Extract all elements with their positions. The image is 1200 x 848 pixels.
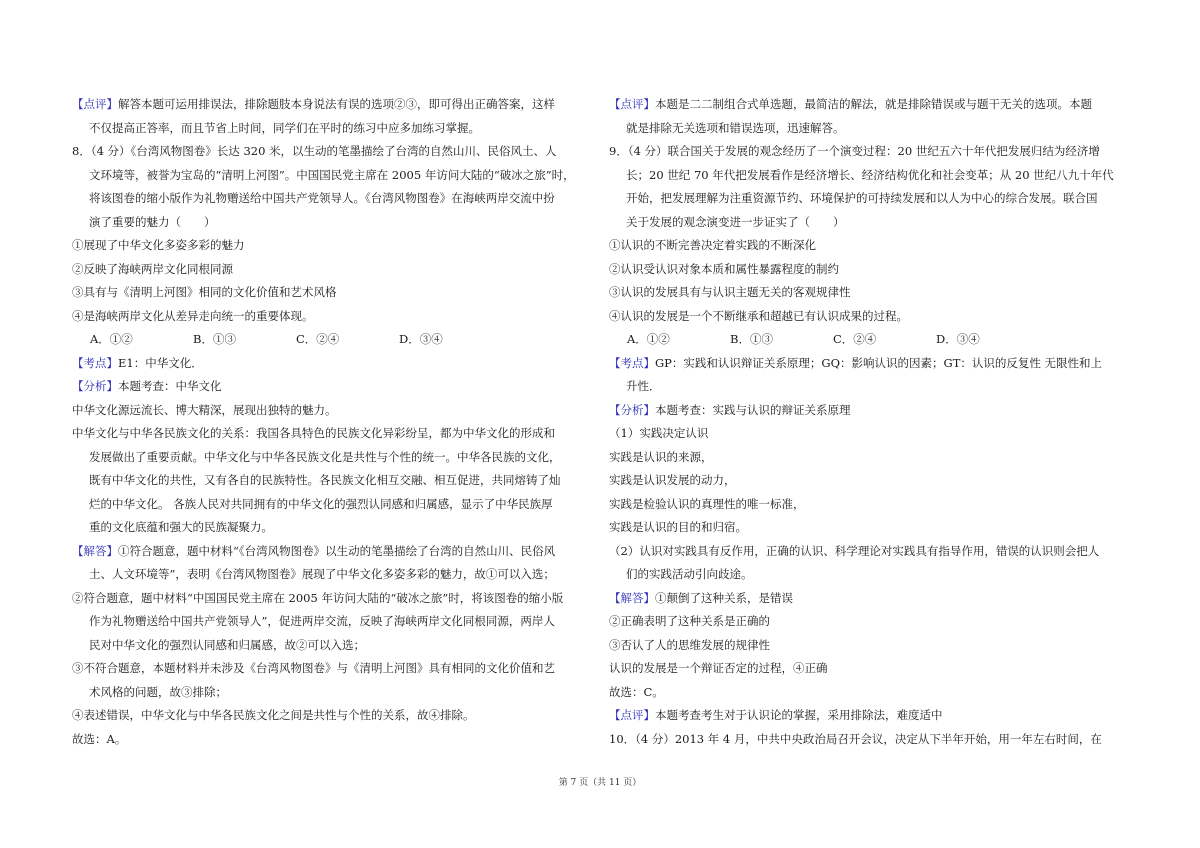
statement-2: ②认识受认识对象本质和属性暴露程度的制约 [609,261,839,276]
analysis: 【分析】本题考查：实践与认识的辩证关系原理 [609,402,851,417]
comment-tag: 【点评】 [609,97,655,111]
answer-options [609,328,1141,352]
answer-options [72,328,604,352]
option-b: B．①③ [730,332,773,346]
statement-2: ②反映了海峡两岸文化同根同源 [72,261,233,276]
solution: 【解答】①颠倒了这种关系，是错误 [609,590,793,605]
option-a: A．①② [627,332,670,346]
option-b: B．①③ [193,332,236,346]
analysis-tag: 【分析】 [609,402,655,417]
comment-7: 【点评】解答本题可运用排误法，排除题肢本身说法有误的选项②③，即可得出正确答案，这样 [72,97,555,111]
knowledge-tag: 【考点】 [72,355,118,370]
question-8-stem: 8．（4 分）《台湾风物图卷》长达 320 米，以生动的笔墨描绘了台湾的自然山川、民俗风土、人 [72,144,557,158]
question-10-stem: 10．（4 分）2013 年 4 月，中共中央政治局召开会议，决定从下半年开始，用一年左右时间，在 [609,731,1102,746]
comment-tag: 【点评】 [609,708,655,722]
right-column: 【点评】本题是二二制组合式单选题，最简洁的解法，就是排除错误或与题干无关的选项。本题 就是排除无关选项和错误选项，迅速解答。 9．（4 分）联合国关于发展的观念经历了一个演变过程：20 世纪五六十年代把发展归结为经济增 长；20 世纪 70 年代把发展看作是经济增长、经济结构优化和社会变革；从 20 世纪八九十年代 开始，把发展理解为注重资源节约、环境保护的可持续发展和以人为中心的综合发展。联合国 关于发展的观念演变进一步证实了（ ） ①认识的不断完善决定着实践的不断深化 ②认识受认识对象本质和属性暴露程度的制约 ③认识的发展具有与认识主题无关的客观规律性 ④认识的发展是一个不断继承和超越已有认识成果的过程。 A．①② B．①③ C．②④ D．③④ 【考点】GP：实践和认识辩证关系原理；GQ：影响认识的因素；GT：认识的反复性 无限性和上 升性． 【分析】本题考查：实践与认识的辩证关系原理 （1）实践决定认识 实践是认识的来源， 实践是认识发展的动力， 实践是检验认识的真理性的唯一标准， 实践是认识的目的和归宿。 （2）认识对实践具有反作用，正确的认识、科学理论对实践具有指导作用，错误的认识则会把人 们的实践活动引向歧途。 【解答】①颠倒了这种关系，是错误 ②正确表明了这种关系是正确的 ③否认了人的思维发展的规律性 认识的发展是一个辩证否定的过程，④正确 故选：C。 【点评】本题考查考生对于认识论的掌握，采用排除法，难度适中 10．（4 分）2013 年 4 月，中共中央政治局召开会议，决定从下半年开始，用一年左右时间，在 [609,93,1141,751]
left-column: 【点评】解答本题可运用排误法，排除题肢本身说法有误的选项②③，即可得出正确答案，这样 不仅提高正答率，而且节省上时间，同学们在平时的练习中应多加练习掌握。 8．（4 分）《台湾风物图卷》长达 320 米，以生动的笔墨描绘了台湾的自然山川、民俗风土、人 文环境等，被誉为宝岛的“清明上河图”。中国国民党主席在 2005 年访问大陆的“破冰之旅”时， 将该图卷的缩小版作为礼物赠送给中国共产党领导人。《台湾风物图卷》在海峡两岸交流中扮 演了重要的魅力（ ） ①展现了中华文化多姿多彩的魅力 ②反映了海峡两岸文化同根同源 ③具有与《清明上河图》相同的文化价值和艺术风格 ④是海峡两岸文化从差异走向统一的重要体现。 A．①② B．①③ C．②④ D．③④ 【考点】E1：中华文化． 【分析】本题考查：中华文化 中华文化源远流长、博大精深，展现出独特的魅力。 中华文化与中华各民族文化的关系：我国各具特色的民族文化异彩纷呈，都为中华文化的形成和 发展做出了重要贡献。中华文化与中华各民族文化是共性与个性的统一。中华各民族的文化， 既有中华文化的共性，又有各自的民族特性。各民族文化相互交融、相互促进，共同熔铸了灿 烂的中华文化。 各族人民对共同拥有的中华文化的强烈认同感和归属感，显示了中华民族厚 重的文化底蕴和强大的民族凝聚力。 【解答】①符合题意，题中材料“《台湾风物图卷》以生动的笔墨描绘了台湾的自然山川、民俗风 土、人文环境等”，表明《台湾风物图卷》展现了中华文化多姿多彩的魅力，故①可以入选； ②符合题意，题中材料“中国国民党主席在 2005 年访问大陆的“破冰之旅”时，将该图卷的缩小版 作为礼物赠送给中国共产党领导人”，促进两岸交流，反映了海峡两岸文化同根同源，两岸人 民对中华文化的强烈认同感和归属感，故②可以入选； ③不符合题意，本题材料并未涉及《台湾风物图卷》与《清明上河图》具有相同的文化价值和艺 术风格的问题，故③排除； ④表述错误，中华文化与中华各民族文化之间是共性与个性的关系，故④排除。 故选：A。 [72,93,604,751]
solution-tag: 【解答】 [609,590,655,605]
solution-tag: 【解答】 [72,543,118,558]
page-footer: 第 7 页（共 11 页） [558,778,642,788]
knowledge-tag: 【考点】 [609,355,655,370]
option-d: D．③④ [399,332,443,346]
analysis-tag: 【分析】 [72,379,118,393]
analysis: 【分析】本题考查：中华文化 [72,379,222,393]
comment-9: 【点评】本题考查考生对于认识论的掌握，采用排除法，难度适中 [609,708,943,722]
statement-3: ③认识的发展具有与认识主题无关的客观规律性 [609,285,851,299]
option-a: A．①② [90,332,133,346]
option-d: D．③④ [936,332,980,346]
comment-tag: 【点评】 [72,97,118,111]
knowledge-point: 【考点】GP：实践和认识辩证关系原理；GQ：影响认识的因素；GT：认识的反复性 无限性和上 [609,355,1103,370]
solution: 【解答】①符合题意，题中材料“《台湾风物图卷》以生动的笔墨描绘了台湾的自然山川、民俗风 [72,543,556,558]
statement-3: ③具有与《清明上河图》相同的文化价值和艺术风格 [72,285,337,299]
statement-1: ①展现了中华文化多姿多彩的魅力 [72,238,245,252]
statement-4: ④认识的发展是一个不断继承和超越已有认识成果的过程。 [609,308,908,323]
comment-8: 【点评】本题是二二制组合式单选题，最简洁的解法，就是排除错误或与题干无关的选项。本题 [609,97,1092,111]
option-c: C．②④ [296,332,340,346]
answer-choice: 故选：C。 [609,684,664,699]
statement-1: ①认识的不断完善决定着实践的不断深化 [609,238,816,252]
option-c: C．②④ [833,332,877,346]
statement-4: ④是海峡两岸文化从差异走向统一的重要体现。 [72,308,314,323]
question-9-stem: 9．（4 分）联合国关于发展的观念经历了一个演变过程：20 世纪五六十年代把发展归结为经济增 [609,144,1100,158]
answer-choice: 故选：A。 [72,731,127,746]
knowledge-point: 【考点】E1：中华文化． [72,355,203,370]
